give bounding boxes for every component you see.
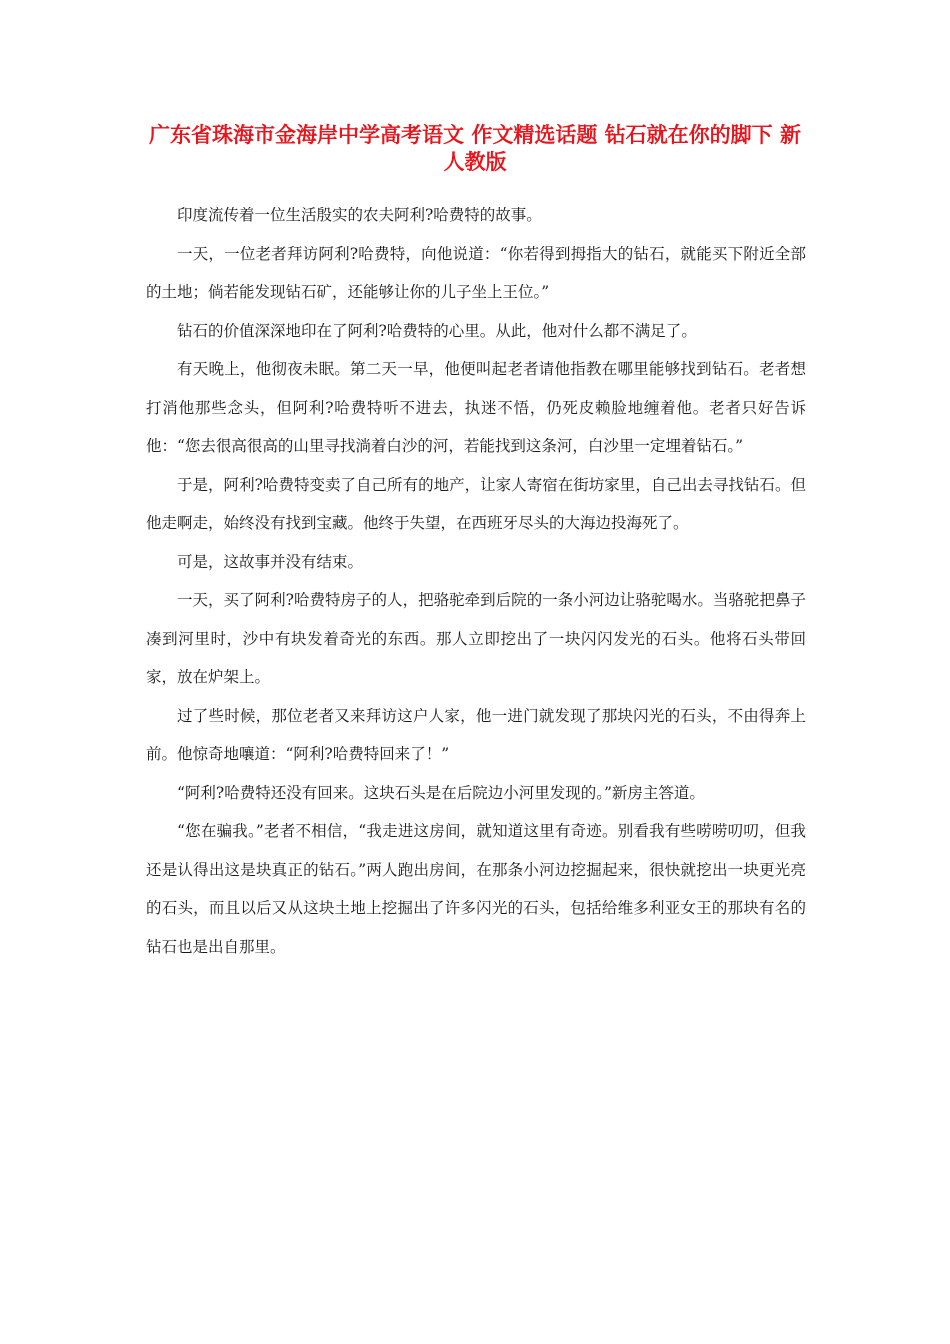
- paragraph-2: 一天，一位老者拜访阿利?哈费特，向他说道：“你若得到拇指大的钻石，就能买下附近全部的土地；倘若能发现钻石矿，还能够让你的儿子坐上王位。”: [146, 244, 806, 301]
- paragraph-8: 过了些时候，那位老者又来拜访这户人家，他一进门就发现了那块闪光的石头，不由得奔上前。他惊奇地嚷道：“阿利?哈费特回来了！”: [146, 706, 806, 763]
- paragraph-7: 一天，买了阿利?哈费特房子的人，把骆驼牵到后院的一条小河边让骆驼喝水。当骆驼把鼻子凑到河里时，沙中有块发着奇光的东西。那人立即挖出了一块闪闪发光的石头。他将石头带回家，放在炉架上。: [146, 591, 806, 686]
- paragraph-10: “您在骗我。”老者不相信，“我走进这房间，就知道这里有奇迹。别看我有些唠唠叨叨，但我还是认得出这是块真正的钻石。”两人跑出房间，在那条小河边挖掘起来，很快就挖出一块更光亮的石头，而且以后又从这块土地上挖掘出了许多闪光的石头，包括给维多利亚女王的那块有名的钻石也是出自那里。: [146, 822, 806, 956]
- paragraph-3: 钻石的价值深深地印在了阿利?哈费特的心里。从此，他对什么都不满足了。: [177, 321, 697, 340]
- paragraph-5: 于是，阿利?哈费特变卖了自己所有的地产，让家人寄宿在街坊家里，自己出去寻找钻石。但他走啊走，始终没有找到宝藏。他终于失望，在西班牙尽头的大海边投海死了。: [146, 475, 806, 532]
- document-body: [146, 196, 806, 966]
- paragraph-1: 印度流传着一位生活殷实的农夫阿利?哈费特的故事。: [177, 206, 542, 224]
- paragraph-6: 可是，这故事并没有结束。: [177, 552, 364, 571]
- paragraph-9: “阿利?哈费特还没有回来。这块石头是在后院边小河里发现的。”新房主答道。: [177, 783, 705, 802]
- document-title: 广东省珠海市金海岸中学高考语文 作文精选话题 钻石就在你的脚下 新人教版: [149, 123, 801, 174]
- paragraph-4: 有天晚上，他彻夜未眠。第二天一早，他便叫起老者请他指教在哪里能够找到钻石。老者想打消他那些念头，但阿利?哈费特听不进去，执迷不悟，仍死皮赖脸地缠着他。老者只好告诉他：“您去很高很高的山里寻找淌着白沙的河，若能找到这条河，白沙里一定埋着钻石。”: [146, 360, 806, 455]
